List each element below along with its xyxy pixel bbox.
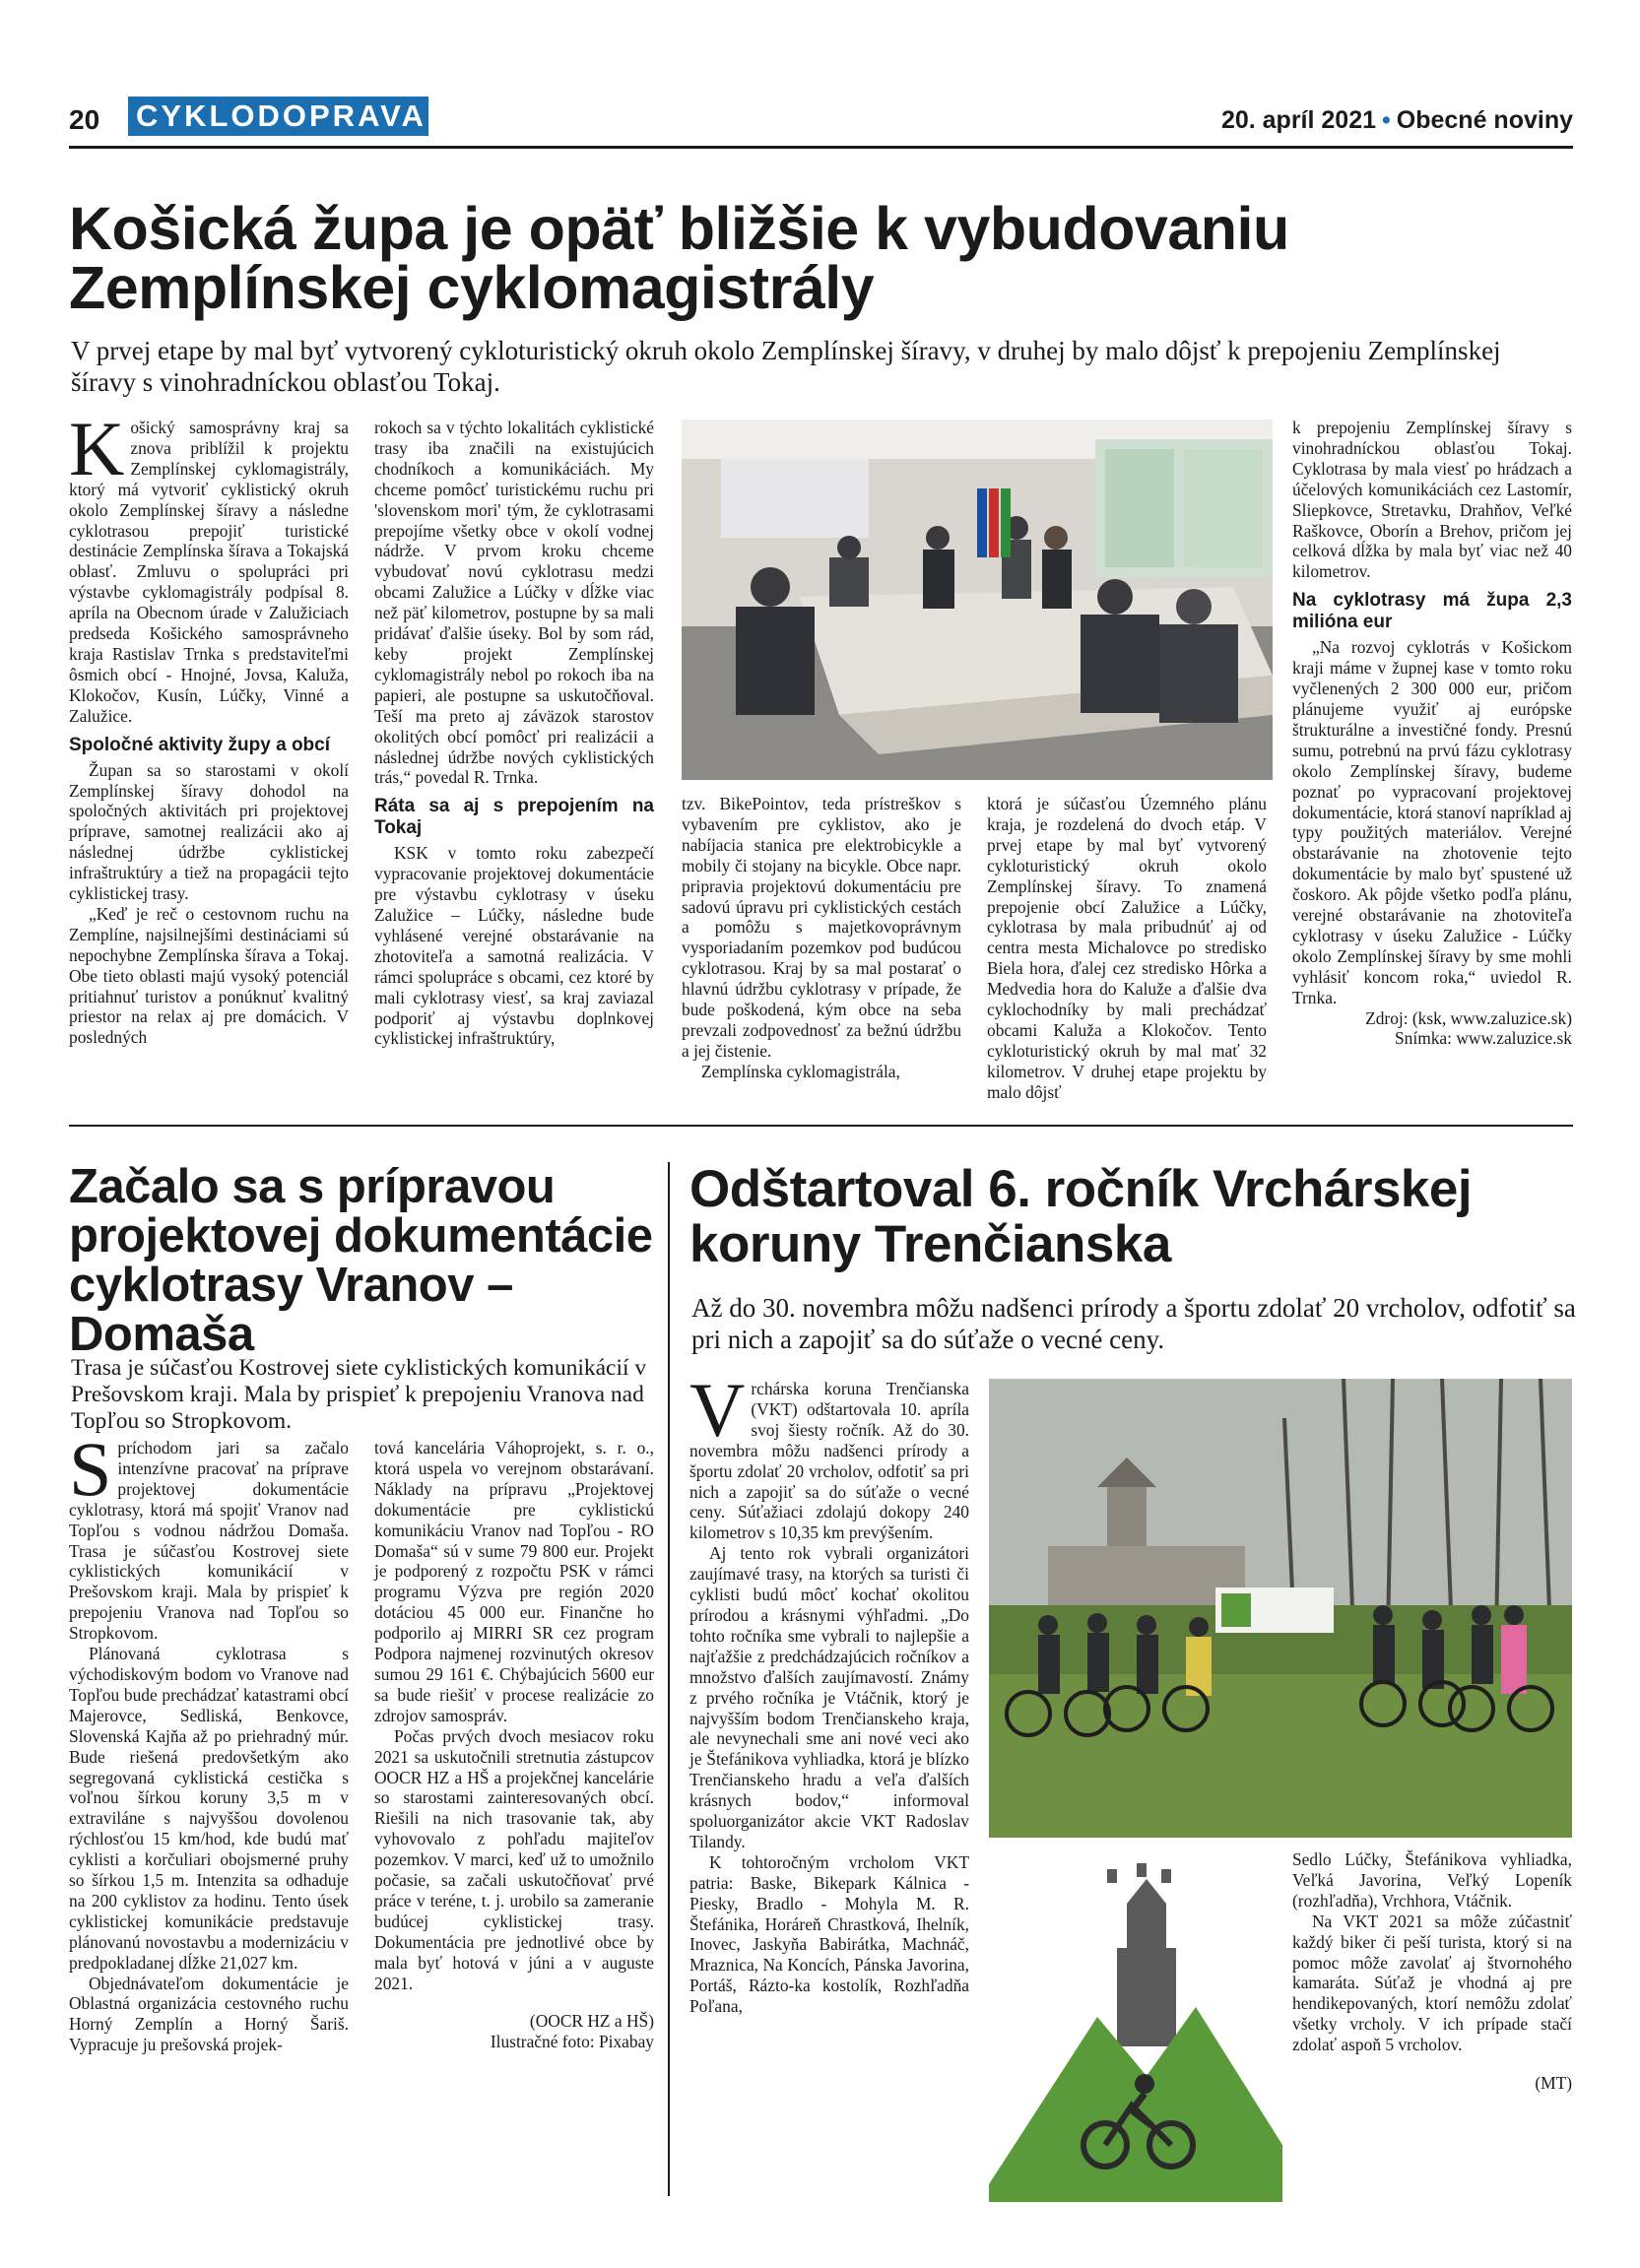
article2-source: (OOCR HZ a HŠ) [529, 2011, 654, 2032]
article1-col1-p2: Župan sa so starostami v okolí Zemplínskej šíravy dohodol na spoločných aktivitách pri projektovej príprave, samotnej realizácii ako aj následnej údržbe cyklistickej infraštruktúry a tiež na propagácii tejto cyklistickej trasy. [69, 759, 349, 904]
masthead-info [1221, 106, 1573, 135]
article1-col5-p2: „Na rozvoj cyklotrás v Košickom kraji máme v župnej kase v tomto roku vyčlenených 2 300 000 eur, pričom plánujeme využiť aj európske štrukturálne a investičné fondy. Presnú sumu, potrebnú na prvú fázu cyklotrasy okolo Zemplínskej šíravy, budeme poznať po vypracovaní projektovej dokumentácie, ktorá stanoví napríklad aj typy použitých materiálov. Verejné obstarávanie na zhotovenie tejto dokumentácie by malo byť spustené už čoskoro. Ak pôjde všetko podľa plánu, verejné obstarávanie na zhotoviteľa cyklotrasy v úseku Zalužice - Lúčky okolo Zemplínskej šíravy by sme mohli vyhlásiť koncom roka,“ uviedol R. Trnka. [1292, 637, 1572, 1007]
dropcap: K [69, 406, 125, 491]
dropcap: V [689, 1367, 746, 1453]
cyclists-photo-illustration [989, 1379, 1572, 1838]
article3-title: Odštartoval 6. ročník Vrchárskej koruny Trenčianska [689, 1160, 1473, 1273]
article1-col5 [1292, 418, 1572, 1049]
dropcap: S [69, 1426, 112, 1512]
article1-col2-p1: rokoch sa v týchto lokalitách cyklistické trasy iba značili na existujúcich chodníkoch a komunikáciách. My chceme pomôcť turistickému ruchu pri 'slovenskom mori' tým, že cyklotrasami prepojíme všetky obce v okolí vodnej nádrže. V prvom kroku chceme vybudovať novú cyklotrasu medzi obcami Zalužice a Lúčky v dĺžke viac než päť kilometrov, postupne by sa mali pridávať ďalšie úseky. Bol by som rád, keby projekt Zemplínskej cyklomagistrály nebol po rokoch iba na papieri, ale postupne sa uskutočňoval. Teší ma preto aj záväzok starostov okolitých obcí pomôcť pri realizácii a následnej údržbe nových cyklistických trás,“ povedal R. Trnka. [374, 418, 654, 788]
article1-col1 [69, 406, 349, 1048]
article1-col3 [682, 794, 961, 1082]
section-tag: CYKLODOPRAVA [128, 97, 428, 136]
article1-subheading-1: Spoločné aktivity župy a obcí [69, 734, 331, 755]
article2-col2-p2: Počas prvých dvoch mesiacov roku 2021 sa uskutočnili stretnutia zástupcov OOCR HZ a HŠ a projekčnej kancelárie so starostami zainteresovaných obcí. Riešili na nich trasovanie tak, aby vyhovovalo z pohľadu majiteľov pozemkov. V marci, keď už to umožnilo počasie, sa začali uskutočňovať prvé práce v teréne, t. j. urobilo sa zameranie budúcej cyklistickej trasy. Dokumentácia pre jednotlivé obce by mala byť hotová v júni a v auguste 2021. [374, 1725, 654, 1993]
article2-lead: Trasa je súčasťou Kostrovej siete cyklistických komunikácií v Prešovskom kraji. Mala by prispieť k prepojeniu Vranova nad Topľou so Stropkovom. [71, 1355, 647, 1434]
article1-lead: V prvej etape by mal byť vytvorený cykloturistický okruh okolo Zemplínskej šíravy, v druhej by malo dôjsť k prepojeniu Zemplínskej šíravy s vinohradníckou oblasťou Tokaj. [71, 336, 1501, 397]
article3-lead: Až do 30. novembra môžu nadšenci prírody a športu zdolať 20 vrcholov, odfotiť sa pri nich a zapojiť sa do súťaže o vecné ceny. [691, 1293, 1576, 1354]
meeting-photo [682, 420, 1273, 780]
article1-col3-p2: Zemplínska cyklomagistrála, [701, 1061, 900, 1081]
article1-col4-p1: ktorá je súčasťou Územného plánu kraja, je rozdelená do dvoch etáp. V prvej etape by mal byť vytvorený cykloturistický okruh okolo Zemplínskej šíravy. To znamená prepojenie obcí Zalužice a Lúčky, cyklotrasa by mala pribudnúť aj od centra mesta Michalovce po stredisko Biela hora, ďalej cez stredisko Hôrka a Medvedia hora do Kalužе a ďalšie dva cyklochodníky by mali prechádzať obcami Kaluža a Klokočov. Tento cykloturistický okruh by mal mať 32 kilometrov. V druhej etape projektu by malo dôjsť [987, 794, 1267, 1102]
issue-date: 20. apríl 2021 [1220, 106, 1377, 134]
article3-col1 [689, 1367, 969, 2017]
article3-col1-p3: K tohtoročným vrcholom VKT patria: Baske, Bikepark Kálnica - Piesky, Bradlo - Mohyla M. R. Štefánika, Horáreň Chrastková, Ihelník, Inovec, Jaskyňa Babirátka, Machnáč, Mraznica, Na Koncích, Pánska Javorina, Portáš, Rázto-ka kostolík, Rozhľadňa Poľana, [689, 1851, 969, 2017]
article2-title: Začalo sa s prípravou projektovej dokumentácie cyklotrasy Vranov – Domaša [69, 1160, 653, 1361]
article1-col5-p1: k prepojeniu Zemplínskej šíravy s vinohradníckou oblasťou Tokaj. Cyklotrasa by mala viesť po hrádzach a účelových komunikáciách cez Lastomír, Sliepkovce, Stretavku, Drahňov, Veľké Raškovce, Oborín a Brehov, pričom jej celková dĺžka by mala byť viac než 40 kilometrov. [1292, 418, 1572, 582]
article2-col2 [374, 1438, 654, 2052]
article1-source: Zdroj: (ksk, www.zaluzice.sk) [1365, 1007, 1572, 1028]
article1-col2-p2: KSK v tomto roku zabezpečí vypracovanie projektovej dokumentácie pre výstavbu cyklotrasy v úseku Zalužice – Lúčky, následne bude vyhlásené verejné obstarávanie na zhotoviteľa a samotná realizácia. V rámci spolupráce s obcami, cez ktoré by mali cyklotrasy viesť, sa kraj zaviazal podporiť aj výstavbu doplnkovej cyklistickej infraštruktúry, [374, 843, 654, 1049]
article1-col2 [374, 418, 654, 1049]
article2-photo-credit: Ilustračné foto: Pixabay [490, 2032, 654, 2052]
article1-photo-credit: Snímka: www.zaluzice.sk [1395, 1028, 1572, 1049]
article1-subheading-2: Ráta sa aj s prepojením na Tokaj [374, 796, 654, 839]
article1-subheading-3: Na cyklotrasy má župa 2,3 milióna eur [1292, 590, 1572, 633]
article3-source: (MT) [1535, 2073, 1572, 2094]
article1-col1-p3: „Keď je reč o cestovnom ruchu na Zemplíne, najsilnejšími destináciami sú nepochybne Zemplínska šírava a Tokaj. Obe tieto oblasti majú vysoký potenciál pritiahnuť turistov a ponúknuť kvalitný priestor na relax aj pre domácich. V posledných [69, 903, 349, 1048]
column-divider [668, 1162, 670, 2196]
paper-name: Obecné noviny [1396, 106, 1573, 134]
article1-title: Košická župa je opäť bližšie k vybudovaniu Zemplínskej cyklomagistrály [69, 195, 1289, 321]
article3-col2 [1292, 1849, 1572, 2094]
castle-cyclist-logo [989, 1849, 1282, 2202]
article2-col1-p1: príchodom jari sa začalo intenzívne pracovať na príprave projektovej dokumentácie cyklotrasy, ktorá má spojiť Vranov nad Topľou s vodnou nádržou Domaša. Trasa je súčasťou Kostrovej siete cyklistických komunikácií v Prešovskom kraji. Mala by prispieť k prepojeniu Vranova nad Topľou so Stropkovom. [69, 1438, 349, 1644]
article-divider [69, 1125, 1573, 1127]
article3-col1-p1: rchárska koruna Trenčianska (VKT) odštartovala 10. apríla svoj šiesty ročník. Až do 30. novembra môžu nadšenci prírody a športu zdolať 20 vrcholov, odfotiť sa pri nich a zapojiť sa do súťaže o vecné ceny. Súťažiaci zdolajú dokopy 240 kilometrov s 10,35 km prevýšením. [689, 1379, 969, 1543]
article3-col2-p1: Sedlo Lúčky, Štefánikova vyhliadka, Veľká Javorina, Veľký Lopeník (rozhľadňa), Vrchhora, Vtáčnik. [1292, 1849, 1572, 1911]
cyclists-group-photo [989, 1379, 1572, 1838]
article2-col1 [69, 1426, 349, 2055]
header-rule [69, 146, 1573, 149]
article2-col1-p2: Plánovaná cyklotrasa s východiskovým bodom vo Vranove nad Topľou bude prechádzať katastrami obcí Majerovce, Sedliská, Benkovce, Slovenská Kajňa až po priehradný múr. Bude riešená predovšetkým ako segregovaná cyklistická cestička s voľnou šírkou koruny 3,5 m v extraviláne s najvyššou dovolenou rýchlosťou 15 km/hod, kde budú mať cyklisti a korčuliari obojsmerné pruhy so šírkou 1,5 m. Intenzita sa odhaduje na 200 cyklistov za hodinu. Tento úsek cyklistickej komunikácie predstavuje plánovanú novostavbu a modernizáciu v predpokladanej dĺžke 21,027 km. [69, 1644, 349, 1973]
meeting-photo-illustration [682, 420, 1273, 780]
article2-col2-p1: tová kancelária Váhoprojekt, s. r. o., ktorá uspela vo verejnom obstarávaní. Náklady na prípravu „Projektovej dokumentácie pre cyklistickú komunikáciu Vranov nad Topľou - RO Domaša“ sú v sume 79 800 eur. Projekt je podporený z rozpočtu PSK v rámci programu Výzva pre región 2020 dotáciou 45 000 eur. Finančne ho podporilo aj MIRRI SR cez program Podpora najmenej rozvinutých okresov sumou 29 161 €. Chýbajúcich 5600 eur sa bude riešiť v procese realizácie zo zdrojov samospráv. [374, 1438, 654, 1725]
article2-col1-p3: Objednávateľom dokumentácie je Oblastná organizácia cestovného ruchu Horný Zemplín a Horný Šariš. Vypracuje ju prešovská projek- [69, 1973, 349, 2055]
page-number: 20 [69, 104, 100, 135]
separator-dot: • [1382, 106, 1391, 134]
article3-col1-p2: Aj tento rok vybrali organizátori zaujímavé trasy, na ktorých sa turisti či cyklisti budú môcť kochať okolitou prírodou a krásnymi výhľadmi. „Do tohto ročníka sme vybrali to najlepšie a najťažšie z predchádzajúcich ročníkov a množstvo ďalších zaujímavostí. Známy z prvého ročníka je Vtáčnik, ktorý je najvyšším bodom Trenčianskeho kraja, ale nevynechali sme ani nové veci ako je Štefánikova vyhliadka, ktorá je blízko Trenčianskeho hradu a veľa ďalších krásnych bodov,“ informoval spoluorganizátor akcie VKT Radoslav Tilandy. [689, 1543, 969, 1851]
article3-col2-p2: Na VKT 2021 sa môže zúčastniť každý biker či peší turista, ktorý si na pomoc môže zavolať aj štvornohého kamaráta. Súťaž je vhodná aj pre hendikepovaných, ktorí nemôžu zdolať všetky vrcholy. V ich prípade stačí zdolať aspoň 5 vrcholov. [1292, 1911, 1572, 2055]
article1-col3-p1: tzv. BikePointov, teda prístreškov s vybavením pre cyklistov, ako je nabíjacia stanica pre elektrobicykle a mobily či stojany na bicykle. Obce napr. pripravia projektovú dokumentáciu pre sadovú úpravu pri cyklistických cestách a pomôžu s majetkovoprávnym vysporiadaním pozemkov pod budúcou cyklotrasou. Kraj by sa mal postarať o hlavnú údržbu cyklotrasy v prípade, že bude poškodená, kým obce na seba prevzali zodpovednosť za bežnú údržbu a jej čistenie. [682, 794, 961, 1061]
castle-cyclist-logo-svg [989, 1849, 1282, 2202]
article1-col4 [987, 794, 1267, 1103]
article1-col1-p1: ošický samosprávny kraj sa znova priblížil k projektu Zemplínskej cyklomagistrály, ktorý má vytvoriť cyklistický okruh okolo Zemplínskej šíravy a následne cyklotrasou prepojiť turistické destinácie Zemplínska šírava a Tokajská oblasť. Zmluvu o spolupráci pri výstavbe cyklomagistrály podpísal 8. apríla na Obecnom úrade v Zalužiciach predseda Košického samosprávneho kraja Rastislav Trnka s predstaviteľmi ôsmich obcí - Hnojné, Jovsa, Kaluža, Klokočov, Kusín, Lúčky, Vinné a Zalužice. [69, 418, 349, 726]
